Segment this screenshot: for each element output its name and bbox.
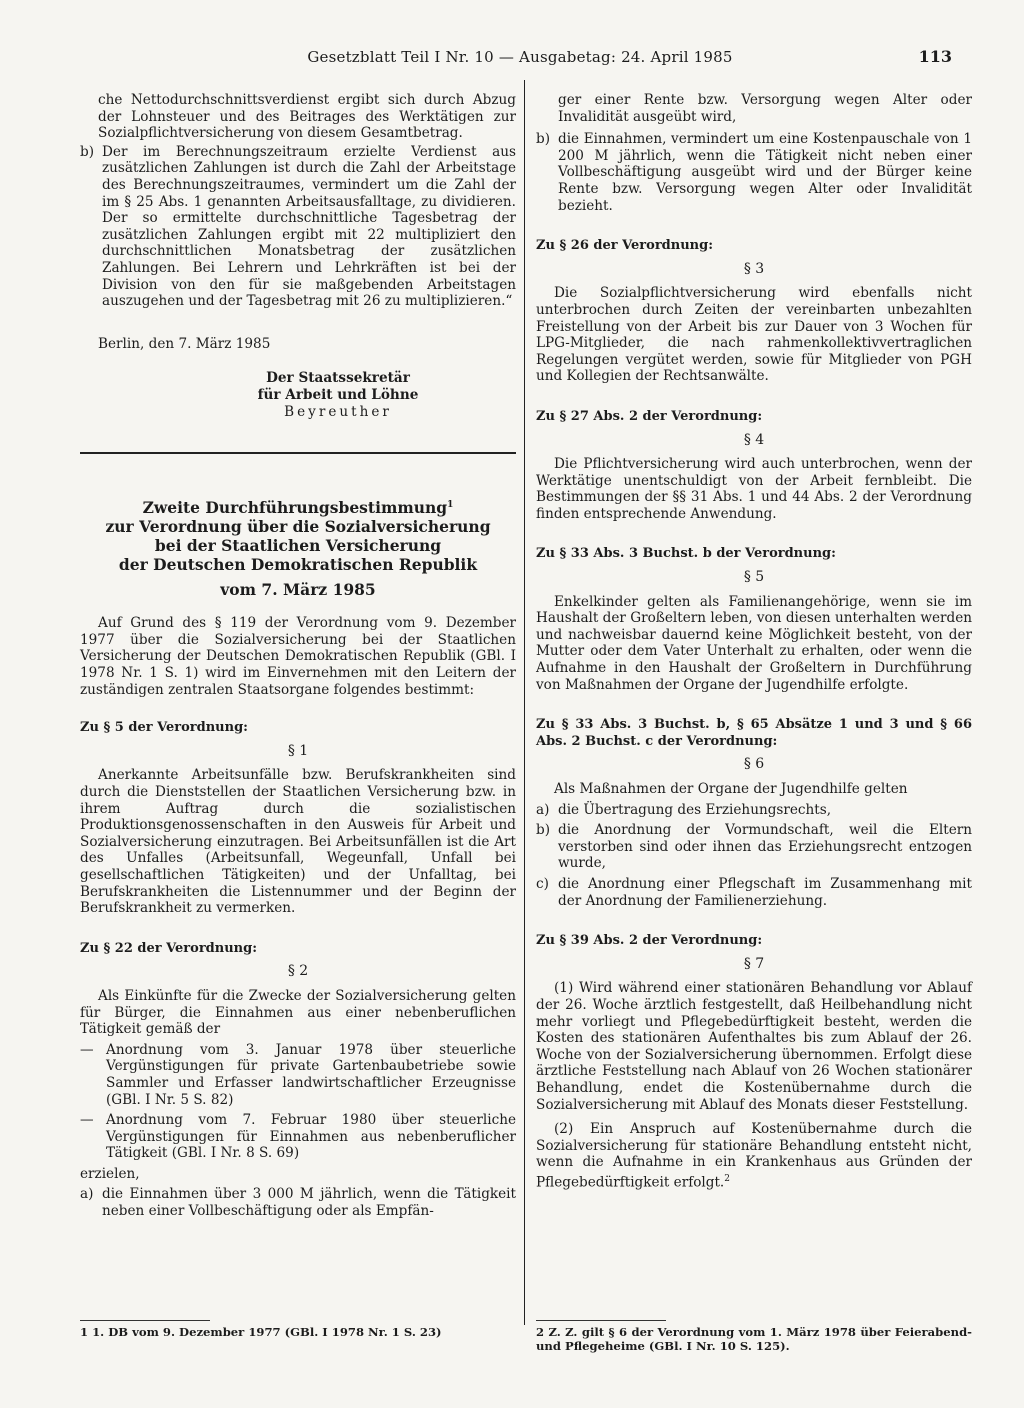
paragraph-text: (2) Ein Anspruch auf Kostenübernahme durch die Sozialversicherung für stationäre Behandlung entsteht nicht, wenn die Aufnahme in ein Krankenhaus aus Gründen der Pflegebedürftigkeit erfolgt.$^2$ (536, 1121, 972, 1191)
signer-name: Beyreuther (284, 403, 392, 420)
paragraph-text: Anerkannte Arbeitsunfälle bzw. Berufskrankheiten sind durch die Dienststellen der Staatlichen Versicherung bzw. in ihrem Auftrag durch die sozialistischen Produktionsgenossenschaften in den Ausweis für Arbeit und Sozialversicherung einzutragen. Bei Arbeitsunfällen ist die Art des Unfalles (Arbeitsunfall, Wegeunfall, Unfall bei gesellschaftlichen Tätigkeiten) und der Unfalltag, bei Berufskrankheiten die Listennummer und der Beginn der Berufskrankheit zu vermerken. (80, 767, 516, 917)
list-text: die Übertragung des Erziehungsrechts, (558, 801, 832, 818)
list-marker: b) (536, 131, 551, 148)
section-heading: Zu § 33 Abs. 3 Buchst. b, § 65 Absätze 1 und 3 und § 66 Abs. 2 Buchst. c der Verordnung: (536, 717, 972, 749)
list-text: Der im Berechnungszeitraum erzielte Verdienst aus zusätzlichen Zahlungen ist durch die Zahl der Arbeitstage des Berechnungszeitraumes, vermindert um die Zahl der im § 25 Abs. 1 genannten Arbeitsausfalltage, zu dividieren. Der so ermittelte durchschnittliche Tagesbetrag der zusätzlichen Zahlungen ergibt mit 22 multipliziert den durchschnittlichen Monatsbetrag der zusätzlichen Zahlungen. Bei Lehrern und Lehrkräften ist bei der Division von den für sie maßgebenden Arbeitstagen auszugehen und der Tagesbetrag mit 26 zu multiplizieren.“ (102, 143, 516, 310)
section-heading: Zu § 27 Abs. 2 der Verordnung: (536, 408, 763, 424)
list-item (80, 1042, 516, 1108)
section-heading: Zu § 5 der Verordnung: (80, 720, 248, 736)
paragraph-number: § 3 (743, 260, 765, 277)
list-marker: a) (80, 1186, 94, 1203)
signer-title: für Arbeit und Löhne (257, 386, 419, 403)
title-line: Zweite Durchführungsbestimmung$^1$ (142, 498, 454, 518)
list-text: die Einnahmen über 3 000 M jährlich, wenn die Tätigkeit neben einer Vollbeschäftigung oder als Empfän- (102, 1186, 516, 1220)
list-marker: b) (536, 822, 551, 839)
continued-text: ger einer Rente bzw. Versorgung wegen Alter oder Invalidität ausgeübt wird, (558, 92, 972, 125)
paragraph-text: Die Sozialpflichtversicherung wird ebenfalls nicht unterbrochen durch Zeiten der vereinbarten unbezahlten Freistellung von der Arbeit bis zur Dauer von 3 Wochen für LPG-Mitglieder, die nach rahmenkollektivvertraglichen Regelungen vergütet werden, sowie für Mitglieder von PGH und Kollegien der Rechtsanwälte. (536, 285, 972, 385)
list-text: die Anordnung der Vormundschaft, weil die Eltern verstorben sind oder ihnen das Erziehungsrecht entzogen wurde, (558, 822, 972, 872)
list-item (536, 131, 972, 214)
header-title: Gesetzblatt Teil I Nr. 10 — Ausgabetag: 24. April 1985 (307, 48, 733, 66)
section-heading: Zu § 22 der Verordnung: (80, 940, 258, 956)
title-date: vom 7. März 1985 (220, 580, 376, 600)
section-heading: Zu § 39 Abs. 2 der Verordnung: (536, 933, 763, 949)
page-number: 113 (918, 47, 952, 66)
section-heading: Zu § 33 Abs. 3 Buchst. b der Verordnung: (536, 546, 836, 562)
list-item (80, 1112, 516, 1162)
paragraph-number: § 5 (743, 569, 765, 586)
section-heading: Zu § 26 der Verordnung: (536, 238, 714, 254)
right-column (536, 92, 972, 1353)
list-text: Anordnung vom 7. Februar 1980 über steuerliche Vergünstigungen für Einnahmen aus nebenberuflicher Tätigkeit (GBl. I Nr. 8 S. 69) (106, 1112, 516, 1162)
paragraph-number: § 7 (743, 955, 765, 972)
title-line: zur Verordnung über die Sozialversicherung (105, 517, 491, 537)
continued-text: che Nettodurchschnittsverdienst ergibt sich durch Abzug der Lohnsteuer und des Beitrages des Werktätigen zur Sozialpflichtversicherung von diesem Gesamtbetrag. (98, 92, 516, 142)
paragraph-number: § 6 (743, 756, 765, 773)
list-text: Anordnung vom 3. Januar 1978 über steuerliche Vergünstigungen für private Gartenbaubetriebe sowie Sammler und Erfasser landwirtschaftlicher Erzeugnisse (GBl. I Nr. 5 S. 82) (106, 1041, 516, 1108)
paragraph-text: (1) Wird während einer stationären Behandlung vor Ablauf der 26. Woche ärztlich festgestellt, daß Heilbehandlung nicht mehr vorliegt und Pflegebedürftigkeit besteht, werden die Kosten des stationären Aufenthaltes bis zum Ablauf der 26. Woche von der Sozialversicherung übernommen. Erfolgt diese ärztliche Feststellung nach Ablauf von 26 Wochen stationärer Behandlung, endet die Kostenübernahme durch die Sozialversicherung mit Ablauf des Monats dieser Feststellung. (536, 980, 972, 1113)
preamble: Auf Grund des § 119 der Verordnung vom 9. Dezember 1977 über die Sozialversicherung bei der Staatlichen Versicherung der Deutschen Demokratischen Republik (GBl. I 1978 Nr. 1 S. 1) wird im Einvernehmen mit den Leitern der zuständigen zentralen Staatsorgane folgendes bestimmt: (80, 615, 516, 698)
list-item (536, 822, 972, 872)
list-item (536, 876, 972, 909)
dash-marker: — (80, 1112, 94, 1129)
list-item (80, 1186, 516, 1219)
title-line: der Deutschen Demokratischen Republik (118, 555, 478, 575)
paragraph-text: erzielen, (80, 1165, 140, 1182)
list-marker: b) (80, 143, 95, 160)
title-line: bei der Staatlichen Versicherung (154, 536, 442, 556)
footnote-rule (80, 1320, 210, 1321)
paragraph-number: § 1 (287, 742, 309, 759)
paragraph-number: § 4 (743, 431, 765, 448)
place-date: Berlin, den 7. März 1985 (98, 335, 271, 352)
list-item (80, 144, 516, 310)
footnote-area (80, 1320, 516, 1339)
document-title (80, 496, 516, 599)
page-header (80, 48, 980, 74)
section-rule (80, 452, 516, 454)
list-text: die Einnahmen, vermindert um eine Kostenpauschale von 1 200 M jährlich, wenn die Tätigkeit nicht neben einer Vollbeschäftigung ausgeübt wird und der Bürger keine Rente bzw. Versorgung wegen Alter oder Invalidität bezieht. (558, 131, 972, 214)
left-column (80, 92, 516, 1339)
paragraph-number: § 2 (287, 963, 309, 980)
footnote: 1 1. DB vom 9. Dezember 1977 (GBl. I 1978 Nr. 1 S. 23) (80, 1325, 442, 1339)
paragraph-text: Als Einkünfte für die Zwecke der Sozialversicherung gelten für Bürger, die Einnahmen aus einer nebenberuflichen Tätigkeit gemäß der (80, 987, 516, 1038)
footnote-area (536, 1320, 972, 1353)
list-marker: c) (536, 875, 549, 892)
footnote: 2 Z. Z. gilt § 6 der Verordnung vom 1. März 1978 über Feierabend- und Pflegeheime (GBl. I Nr. 10 S. 125). (536, 1325, 972, 1353)
signature-block (80, 370, 516, 420)
list-text: die Anordnung einer Pflegschaft im Zusammenhang mit der Anordnung der Familienerziehung. (558, 875, 972, 909)
column-divider (524, 80, 525, 1325)
signer-title: Der Staatssekretär (266, 370, 410, 387)
dash-marker: — (80, 1041, 94, 1058)
paragraph-text: Die Pflichtversicherung wird auch unterbrochen, wenn der Werktätige unentschuldigt von der Arbeit fernbleibt. Die Bestimmungen der §§ 31 Abs. 1 und 44 Abs. 2 der Verordnung finden entsprechende Anwendung. (536, 456, 972, 522)
footnote-rule (536, 1320, 666, 1321)
paragraph-text: Enkelkinder gelten als Familienangehörige, wenn sie im Haushalt der Großeltern leben, von diesen unterhalten werden und nachweisbar dauernd keine Möglichkeit besteht, von der Mutter oder dem Vater Unterhalt zu erhalten, oder wenn die Aufnahme in den Haushalt der Großeltern in Durchführung von Maßnahmen der Organe der Jugendhilfe erfolgte. (536, 593, 972, 693)
paragraph-text: Als Maßnahmen der Organe der Jugendhilfe gelten (554, 781, 908, 797)
list-item (536, 802, 972, 819)
list-marker: a) (536, 801, 550, 818)
